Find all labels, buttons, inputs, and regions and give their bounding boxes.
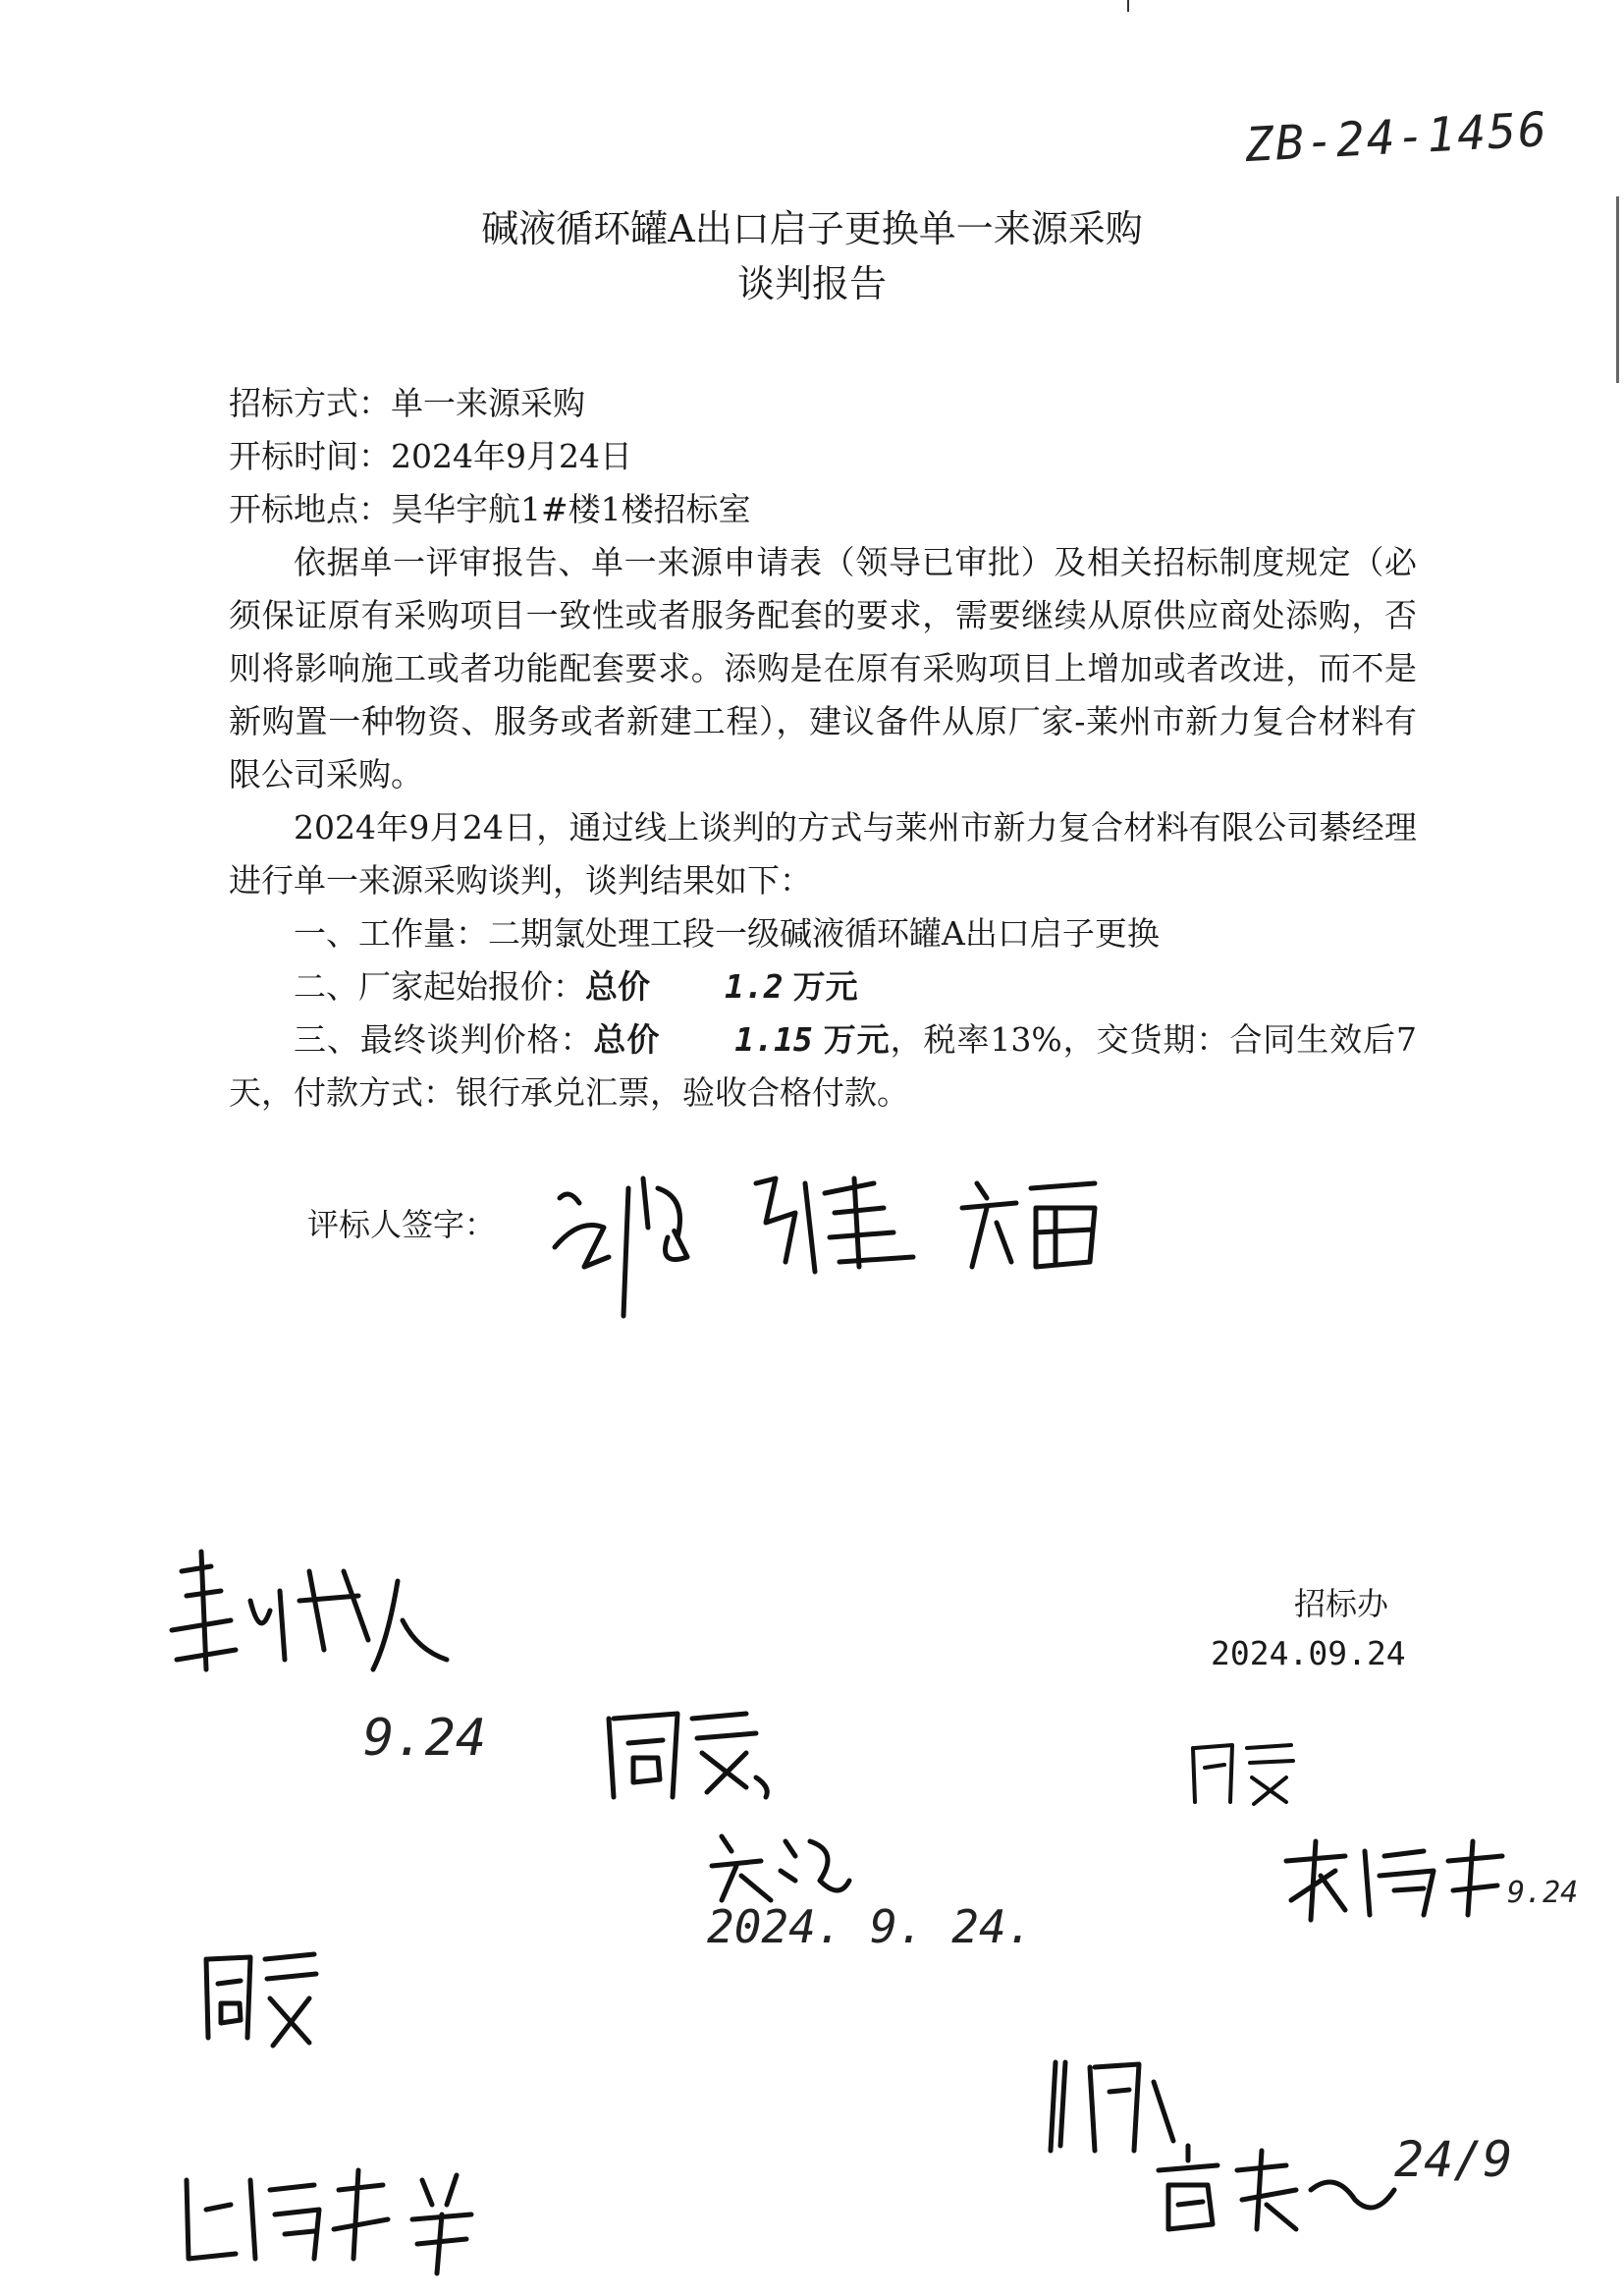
basis-paragraph	[229, 536, 1417, 801]
handwritten-signature-3	[1276, 1831, 1512, 1930]
bidding-method: 招标方式：单一来源采购	[229, 384, 585, 422]
initial-amount: 1.2	[725, 967, 784, 1006]
negotiation-paragraph	[229, 801, 1417, 907]
item-initial-quote	[229, 960, 1417, 1013]
handwritten-date-note-1	[363, 1709, 486, 1768]
handwritten-signature-4	[177, 2160, 491, 2278]
bidding-office-date: 2024.09.24	[1211, 1634, 1406, 1672]
handwritten-date-note-4	[1394, 2131, 1512, 2188]
document-body	[229, 377, 1417, 1120]
handwritten-signature-1	[162, 1542, 457, 1689]
evaluator-signature-2	[746, 1164, 923, 1282]
final-price-terms: ，税率13%，交货期：合同生效后7天，付款方式：银行承兑汇票，验收合格付款。	[229, 1020, 1418, 1112]
document-number: ZB-24-1456	[1243, 101, 1550, 174]
document-subtitle: 谈判报告	[736, 262, 887, 305]
final-price-prefix: 三、最终谈判价格：	[294, 1020, 594, 1059]
handwritten-date-note-3	[1507, 1876, 1578, 1910]
handwritten-signature-6	[1149, 2131, 1404, 2249]
bidding-office: 招标办	[1294, 1585, 1389, 1622]
date-note-2: 2024. 9. 24.	[707, 1900, 1034, 1953]
final-total-label: 总价	[593, 1020, 661, 1059]
evaluator-signature-1	[550, 1159, 697, 1326]
initial-quote-prefix: 二、厂家起始报价：	[294, 967, 585, 1006]
final-unit: 万元	[822, 1020, 891, 1059]
handwritten-signature-2	[702, 1822, 859, 1910]
evaluator-signature-label: 评标人签字：	[307, 1206, 497, 1243]
date-note-4: 24/9	[1394, 2131, 1513, 2188]
date-note-3: 9.24	[1507, 1876, 1579, 1910]
handwritten-agree-3	[196, 1940, 324, 2057]
initial-total-label: 总价	[585, 967, 650, 1006]
final-amount: 1.15	[734, 1020, 813, 1059]
date-note-1: 9.24	[363, 1709, 487, 1768]
opening-place: 开标地点：昊华宇航1#楼1楼招标室	[229, 490, 751, 528]
basis-text: 依据单一评审报告、单一来源申请表（领导已审批）及相关招标制度规定（必须保证原有采购项目一致性或者服务配套的要求，需要继续从原供应商处添购，否则将影响施工或者功能配套要求。添购是在原有采购项目上增加或者改进，而不是新购置一种物资、服务或者新建工程），建议备件从原厂家-莱州市新力复合材料有限公司采购。	[229, 543, 1417, 793]
handwritten-agree-2	[1183, 1733, 1301, 1812]
negotiation-text: 2024年9月24日，通过线上谈判的方式与莱州市新力复合材料有限公司綦经理进行单一来源采购谈判，谈判结果如下：	[229, 808, 1417, 900]
initial-unit: 万元	[792, 967, 858, 1006]
item-workload: 一、工作量：二期氯处理工段一级碱液循环罐A出口启子更换	[294, 914, 1160, 953]
scan-mark-top	[1127, 0, 1129, 12]
evaluator-signature-3	[957, 1169, 1105, 1277]
item-final-price	[229, 1013, 1417, 1120]
opening-time: 开标时间：2024年9月24日	[229, 437, 632, 475]
handwritten-date-note-2	[707, 1900, 1033, 1953]
handwritten-agree-1	[599, 1699, 776, 1807]
document-title: 碱液循环罐A出口启子更换单一来源采购	[481, 207, 1143, 250]
